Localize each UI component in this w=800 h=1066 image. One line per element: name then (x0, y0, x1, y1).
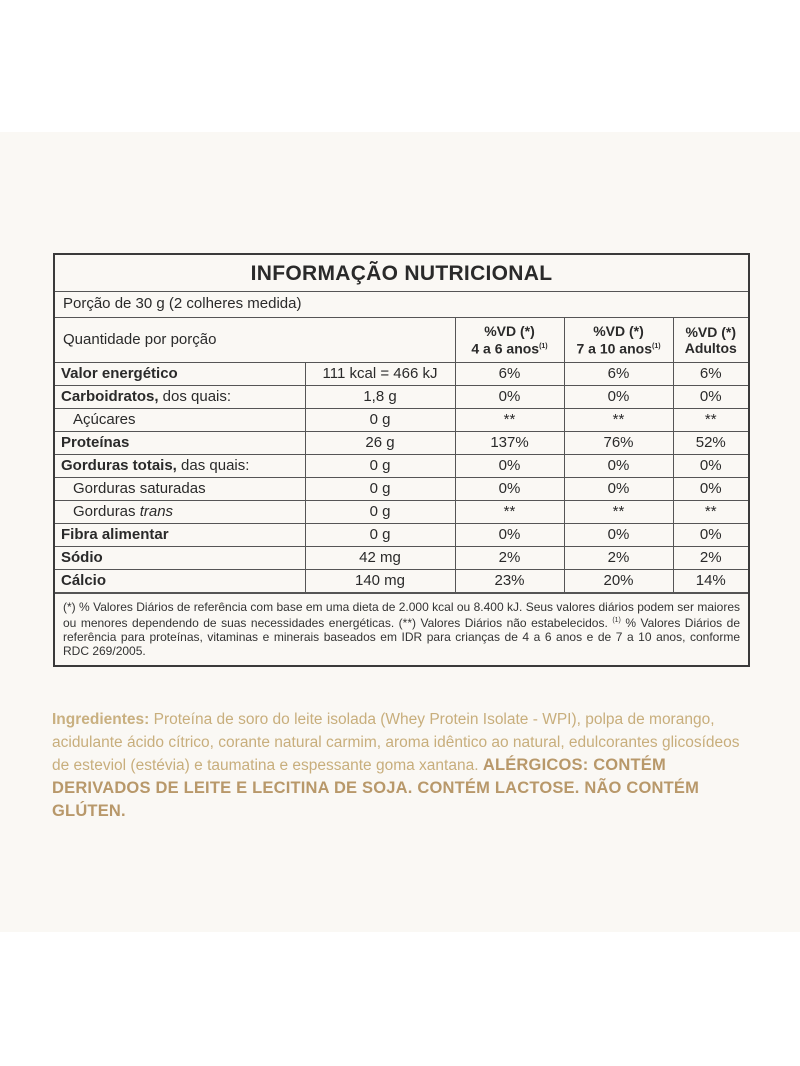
nutrient-amount: 26 g (305, 432, 455, 455)
vd-adults: 6% (673, 363, 748, 386)
nutrient-name: Gorduras totais, das quais: (55, 455, 305, 478)
nutrient-amount: 0 g (305, 524, 455, 547)
nutrient-amount: 140 mg (305, 570, 455, 593)
vd-7-10: 20% (564, 570, 673, 593)
table-row (55, 570, 748, 593)
nutrient-amount: 0 g (305, 409, 455, 432)
vd-7-10: 0% (564, 386, 673, 409)
nutrient-name: Carboidratos, dos quais: (55, 386, 305, 409)
vd-4-6: 0% (455, 478, 564, 501)
vd-7-10: ** (564, 409, 673, 432)
nutrient-amount: 1,8 g (305, 386, 455, 409)
nutrient-amount: 42 mg (305, 547, 455, 570)
nutrient-name: Fibra alimentar (55, 524, 305, 547)
table-row (55, 363, 748, 386)
vd-7-10: 0% (564, 524, 673, 547)
vd-adults: 0% (673, 455, 748, 478)
vd-adults: 14% (673, 570, 748, 593)
vd-4-6: 2% (455, 547, 564, 570)
ingredients-text: Proteína de soro do leite isolada (Whey Protein Isolate - WPI), polpa de morango, acidulante ácido cítrico, corante natural carmim, aroma idêntico ao natural, edulcorantes glicosídeos de esteviol (estévia) e taumatina e espessante goma xantana. (52, 711, 740, 774)
nutrient-name: Cálcio (55, 570, 305, 593)
nutrient-amount: 111 kcal = 466 kJ (305, 363, 455, 386)
vd-7-10: 0% (564, 478, 673, 501)
vd-4-6: 0% (455, 386, 564, 409)
vd-4-6: 0% (455, 524, 564, 547)
vd-4-6: 0% (455, 455, 564, 478)
vd-7-10: 6% (564, 363, 673, 386)
table-row (55, 455, 748, 478)
nutrient-amount: 0 g (305, 455, 455, 478)
table-header-row (55, 318, 748, 363)
vd-adults: 2% (673, 547, 748, 570)
vd-7-10: ** (564, 501, 673, 524)
nutrient-name: Açúcares (55, 409, 305, 432)
vd-7-10: 2% (564, 547, 673, 570)
table-row (55, 432, 748, 455)
vd-adults: ** (673, 409, 748, 432)
nutrition-table (55, 318, 748, 593)
table-row (55, 409, 748, 432)
table-row (55, 478, 748, 501)
vd-7-10: 76% (564, 432, 673, 455)
table-row (55, 547, 748, 570)
ingredients-block (52, 708, 752, 823)
vd-header-adults: %VD (*) Adultos (673, 318, 748, 363)
vd-4-6: ** (455, 501, 564, 524)
portion-size: Porção de 30 g (2 colheres medida) (55, 292, 748, 318)
vd-4-6: 137% (455, 432, 564, 455)
table-row (55, 386, 748, 409)
nutrient-amount: 0 g (305, 501, 455, 524)
nutrient-amount: 0 g (305, 478, 455, 501)
nutrient-name: Valor energético (55, 363, 305, 386)
vd-adults: 0% (673, 524, 748, 547)
vd-header-4-6: %VD (*) 4 a 6 anos$^{(1)}$ (455, 318, 564, 363)
vd-adults: 52% (673, 432, 748, 455)
vd-7-10: 0% (564, 455, 673, 478)
nutrition-facts-label (53, 253, 750, 667)
label-title: INFORMAÇÃO NUTRICIONAL (55, 255, 748, 292)
table-row (55, 501, 748, 524)
quantity-header: Quantidade por porção (55, 318, 455, 363)
ingredients-label: Ingredientes: (52, 711, 150, 728)
nutrient-name: Gorduras trans (55, 501, 305, 524)
vd-adults: 0% (673, 478, 748, 501)
table-row (55, 524, 748, 547)
footnote: (*) % Valores Diários de referência com base em uma dieta de 2.000 kcal ou 8.400 kJ. Seus valores diários podem ser maiores ou menores dependendo de suas necessidades energéticas. (**) Valores Diários não estabelecidos. $^{(1)}$ % Valores Diários de referência para proteínas, vitaminas e minerais baseados em IDR para crianças de 4 a 6 anos e de 7 a 10 anos, conforme RDC 269/2005. (55, 593, 748, 665)
nutrient-name: Gorduras saturadas (55, 478, 305, 501)
vd-adults: 0% (673, 386, 748, 409)
nutrient-name: Proteínas (55, 432, 305, 455)
vd-header-7-10: %VD (*) 7 a 10 anos$^{(1)}$ (564, 318, 673, 363)
vd-4-6: 23% (455, 570, 564, 593)
allergens-text: ALÉRGICOS: CONTÉM DERIVADOS DE LEITE E LECITINA DE SOJA. CONTÉM LACTOSE. NÃO CONTÉM GLÚTEN. (52, 756, 700, 820)
vd-4-6: ** (455, 409, 564, 432)
vd-4-6: 6% (455, 363, 564, 386)
nutrient-name: Sódio (55, 547, 305, 570)
vd-adults: ** (673, 501, 748, 524)
